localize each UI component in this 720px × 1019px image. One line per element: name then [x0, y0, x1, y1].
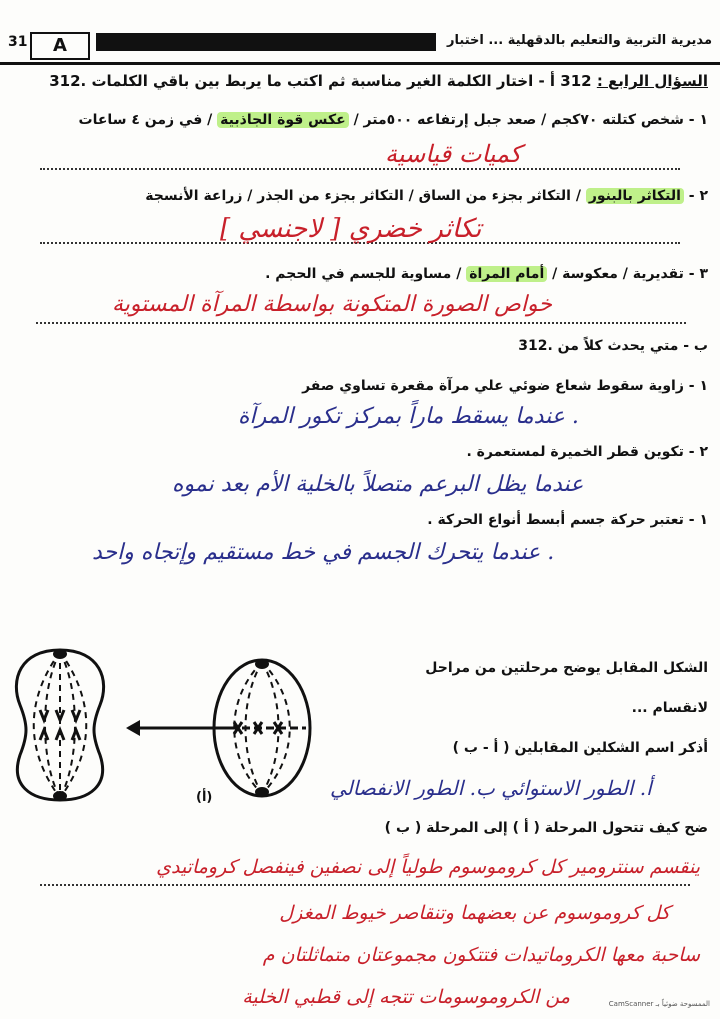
- item-1: [79, 112, 708, 128]
- item-text: تكوين قطر الخميرة لمستعمرة .: [466, 444, 684, 460]
- item-3: [265, 266, 708, 282]
- answer-line: [40, 884, 690, 886]
- part-c-question-1: أذكر اسم الشكلين المقابلين ( أ - ب ): [452, 740, 708, 756]
- answer-line: [36, 322, 686, 324]
- item-number: ١ -: [688, 112, 708, 128]
- part-c-line-2: لانقسام ...: [631, 700, 708, 716]
- scanner-watermark: CamScanner الممسوحة ضوئياً بـ: [608, 1000, 710, 1008]
- handwritten-answer-1: كميات قياسية: [385, 140, 522, 168]
- item-number: ٢ -: [688, 188, 708, 204]
- chromosomes-right: [234, 722, 282, 734]
- centriole: [53, 791, 67, 801]
- item-number: ٣ -: [688, 266, 708, 282]
- handwritten-answer-2: تكاثر خضري [ لاجنسي ]: [220, 214, 482, 244]
- centriole: [53, 649, 67, 659]
- part-c-question-2: ضح كيف تتحول المرحلة ( أ ) إلى المرحلة ( ب ): [384, 820, 708, 836]
- handwritten-answer-c1: أ. الطور الاستوائي ب. الطور الانفصالي: [330, 776, 652, 800]
- handwritten-answer-c2-line-4: من الكروموسومات تتجه إلى قطبي الخلية: [242, 986, 570, 1008]
- part-c-line-1: الشكل المقابل يوضح مرحلتين من مراحل: [425, 660, 708, 676]
- highlighted-answer: عكس قوة الجاذبية: [217, 112, 349, 128]
- answer-line: [40, 168, 680, 170]
- highlighted-answer: التكاثر بالبنور: [586, 188, 684, 204]
- ministry-header: مديرية التربية والتعليم بالدقهلية ... اختبار: [447, 33, 712, 48]
- part-b-item-1: [302, 378, 708, 394]
- redacted-header: [96, 33, 436, 51]
- handwritten-answer-c2-line-3: ساحبة معها الكروماتيدات فتتكون مجموعتان متماثلتان م: [262, 944, 700, 966]
- arrow-head: [126, 720, 140, 736]
- item-text: تعتبر حركة جسم أبسط أنواع الحركة .: [427, 512, 684, 528]
- spindle-fibers-left: [34, 652, 87, 798]
- question-label: السؤال الرابع :: [596, 72, 708, 90]
- centriole: [255, 787, 269, 797]
- item-text: / في زمن ٤ ساعات: [78, 112, 213, 128]
- handwritten-answer-b1: عندما يسقط ماراً بمركز تكور المرآة .: [238, 404, 579, 429]
- item-text: شخص كتلته ٧٠كجم / صعد جبل إرتفاعه ٥٠٠متر /: [353, 112, 684, 128]
- item-number: ٢ -: [688, 444, 708, 460]
- handwritten-answer-3: خواص الصورة المتكونة بواسطة المرآة المستوية: [112, 292, 552, 317]
- part-b-item-3: [427, 512, 708, 528]
- handwritten-answer-b2: عندما يظل البرعم متصلاً بالخلية الأم بعد نموه: [172, 472, 584, 497]
- page-mark: 31: [8, 34, 28, 50]
- cell-division-figure: [0, 640, 330, 810]
- part-b-title: ب - متي يحدث كلاً من .312: [518, 338, 708, 354]
- question-title: [49, 72, 708, 90]
- handwritten-answer-c2-line-1: ينقسم سنترومير كل كروموسوم طولياً إلى نصفين فينفصل كروماتيدي: [156, 856, 700, 878]
- handwritten-answer-b3: عندما يتحرك الجسم في خط مستقيم وإتجاه واحد .: [92, 540, 555, 565]
- part-b-item-2: [466, 444, 708, 460]
- item-number: ١ -: [688, 512, 708, 528]
- question-mark: 312: [560, 72, 592, 90]
- handwritten-answer-c2-line-2: كل كروموسوم عن بعضهما وتنقاصر خيوط المغزل: [279, 902, 670, 924]
- item-text: تقديرية / معكوسة /: [552, 266, 684, 282]
- item-text: / التكاثر بجزء من الساق / التكاثر بجزء من الجذر / زراعة الأنسجة: [145, 188, 581, 204]
- item-text: زاوية سقوط شعاع ضوئي علي مرآة مقعرة تساوي صفر: [302, 378, 684, 394]
- centriole: [255, 659, 269, 669]
- highlighted-answer: أمام المراة: [466, 266, 547, 282]
- model-letter-box: A: [30, 32, 90, 60]
- item-2: [145, 188, 708, 204]
- part-a-instruction: أ - اختار الكلمة الغير مناسبة ثم اكتب ما يربط بين باقي الكلمات .312: [49, 72, 556, 90]
- figure-label-a: (أ): [196, 790, 213, 805]
- chromatids-left: [40, 710, 80, 740]
- item-text: / مساوية للجسم في الحجم .: [265, 266, 462, 282]
- item-number: ١ -: [688, 378, 708, 394]
